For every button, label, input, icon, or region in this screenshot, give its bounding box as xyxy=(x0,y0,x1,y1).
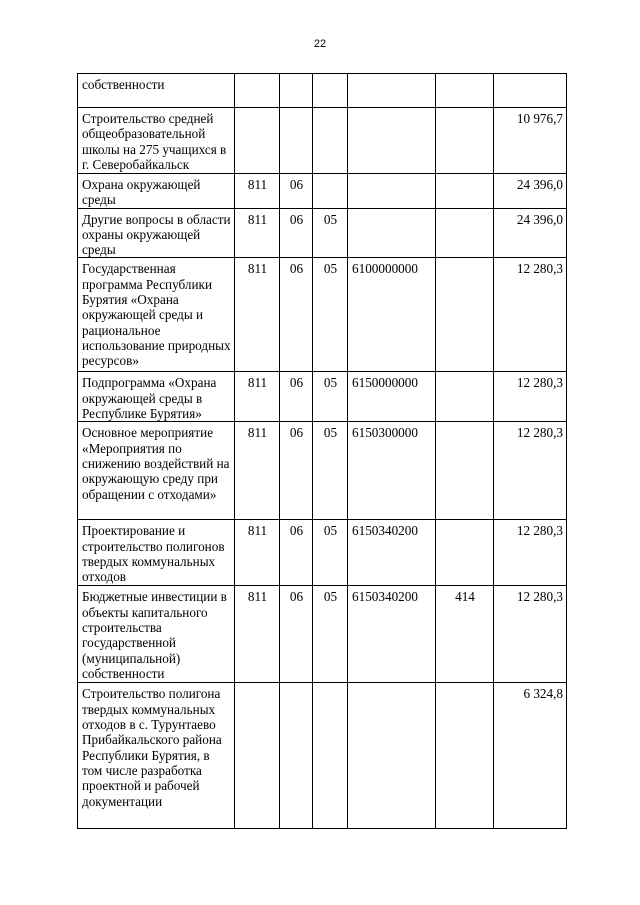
podrazdel-code: 05 xyxy=(313,422,348,520)
razdel-code: 06 xyxy=(280,586,313,683)
podrazdel-code: 05 xyxy=(313,372,348,422)
podrazdel-code: 05 xyxy=(313,520,348,586)
razdel-code: 06 xyxy=(280,372,313,422)
vedomstvo-code: 811 xyxy=(235,372,280,422)
item-name: Строительство средней общеобразовательной школы на 275 учащихся в г. Северобайкальск xyxy=(78,108,235,174)
vedomstvo-code: 811 xyxy=(235,520,280,586)
razdel-code: 06 xyxy=(280,174,313,209)
target-article-code xyxy=(348,174,436,209)
table-row xyxy=(78,208,567,258)
expense-type-code xyxy=(436,74,494,108)
vedomstvo-code: 811 xyxy=(235,422,280,520)
vedomstvo-code xyxy=(235,108,280,174)
expense-type-code xyxy=(436,258,494,372)
vedomstvo-code: 811 xyxy=(235,174,280,209)
podrazdel-code xyxy=(313,174,348,209)
podrazdel-code: 05 xyxy=(313,258,348,372)
expense-type-code xyxy=(436,520,494,586)
expense-type-code xyxy=(436,422,494,520)
item-name: Основное мероприятие «Мероприятия по снижению воздействий на окружающую среду при обращении с отходами» xyxy=(78,422,235,520)
razdel-code xyxy=(280,683,313,829)
expense-type-code xyxy=(436,174,494,209)
razdel-code: 06 xyxy=(280,208,313,258)
item-name: Охрана окружающей среды xyxy=(78,174,235,209)
amount: 6 324,8 xyxy=(494,683,567,829)
amount: 12 280,3 xyxy=(494,586,567,683)
table-row xyxy=(78,108,567,174)
target-article-code xyxy=(348,74,436,108)
expense-type-code xyxy=(436,683,494,829)
amount: 10 976,7 xyxy=(494,108,567,174)
amount: 12 280,3 xyxy=(494,422,567,520)
table-row xyxy=(78,683,567,829)
podrazdel-code: 05 xyxy=(313,586,348,683)
target-article-code: 6150340200 xyxy=(348,586,436,683)
expense-type-code: 414 xyxy=(436,586,494,683)
target-article-code xyxy=(348,208,436,258)
vedomstvo-code xyxy=(235,683,280,829)
page-number: 22 xyxy=(313,38,327,50)
expense-type-code xyxy=(436,372,494,422)
vedomstvo-code xyxy=(235,74,280,108)
amount: 24 396,0 xyxy=(494,174,567,209)
item-name: Другие вопросы в области охраны окружающей среды xyxy=(78,208,235,258)
item-name: Проектирование и строительство полигонов твердых коммунальных отходов xyxy=(78,520,235,586)
table-row xyxy=(78,258,567,372)
target-article-code: 6150340200 xyxy=(348,520,436,586)
amount: 12 280,3 xyxy=(494,372,567,422)
table-row xyxy=(78,174,567,209)
target-article-code: 6100000000 xyxy=(348,258,436,372)
vedomstvo-code: 811 xyxy=(235,258,280,372)
amount xyxy=(494,74,567,108)
item-name: собственности xyxy=(78,74,235,108)
item-name: Подпрограмма «Охрана окружающей среды в Республике Бурятия» xyxy=(78,372,235,422)
table-row xyxy=(78,372,567,422)
budget-table xyxy=(77,73,567,829)
razdel-code xyxy=(280,74,313,108)
target-article-code: 6150300000 xyxy=(348,422,436,520)
table-row xyxy=(78,520,567,586)
expense-type-code xyxy=(436,108,494,174)
item-name: Бюджетные инвестиции в объекты капитального строительства государственной (муниципальной) собственности xyxy=(78,586,235,683)
podrazdel-code xyxy=(313,74,348,108)
target-article-code xyxy=(348,108,436,174)
table-row xyxy=(78,74,567,108)
podrazdel-code xyxy=(313,108,348,174)
podrazdel-code: 05 xyxy=(313,208,348,258)
amount: 12 280,3 xyxy=(494,520,567,586)
expense-type-code xyxy=(436,208,494,258)
vedomstvo-code: 811 xyxy=(235,586,280,683)
target-article-code: 6150000000 xyxy=(348,372,436,422)
item-name: Строительство полигона твердых коммунальных отходов в с. Турунтаево Прибайкальского района Республики Бурятия, в том числе разработка проектной и рабочей документации xyxy=(78,683,235,829)
razdel-code: 06 xyxy=(280,422,313,520)
table-row xyxy=(78,422,567,520)
razdel-code: 06 xyxy=(280,520,313,586)
item-name: Государственная программа Республики Бурятия «Охрана окружающей среды и рациональное использование природных ресурсов» xyxy=(78,258,235,372)
amount: 12 280,3 xyxy=(494,258,567,372)
table-row xyxy=(78,586,567,683)
vedomstvo-code: 811 xyxy=(235,208,280,258)
target-article-code xyxy=(348,683,436,829)
amount: 24 396,0 xyxy=(494,208,567,258)
razdel-code xyxy=(280,108,313,174)
podrazdel-code xyxy=(313,683,348,829)
razdel-code: 06 xyxy=(280,258,313,372)
